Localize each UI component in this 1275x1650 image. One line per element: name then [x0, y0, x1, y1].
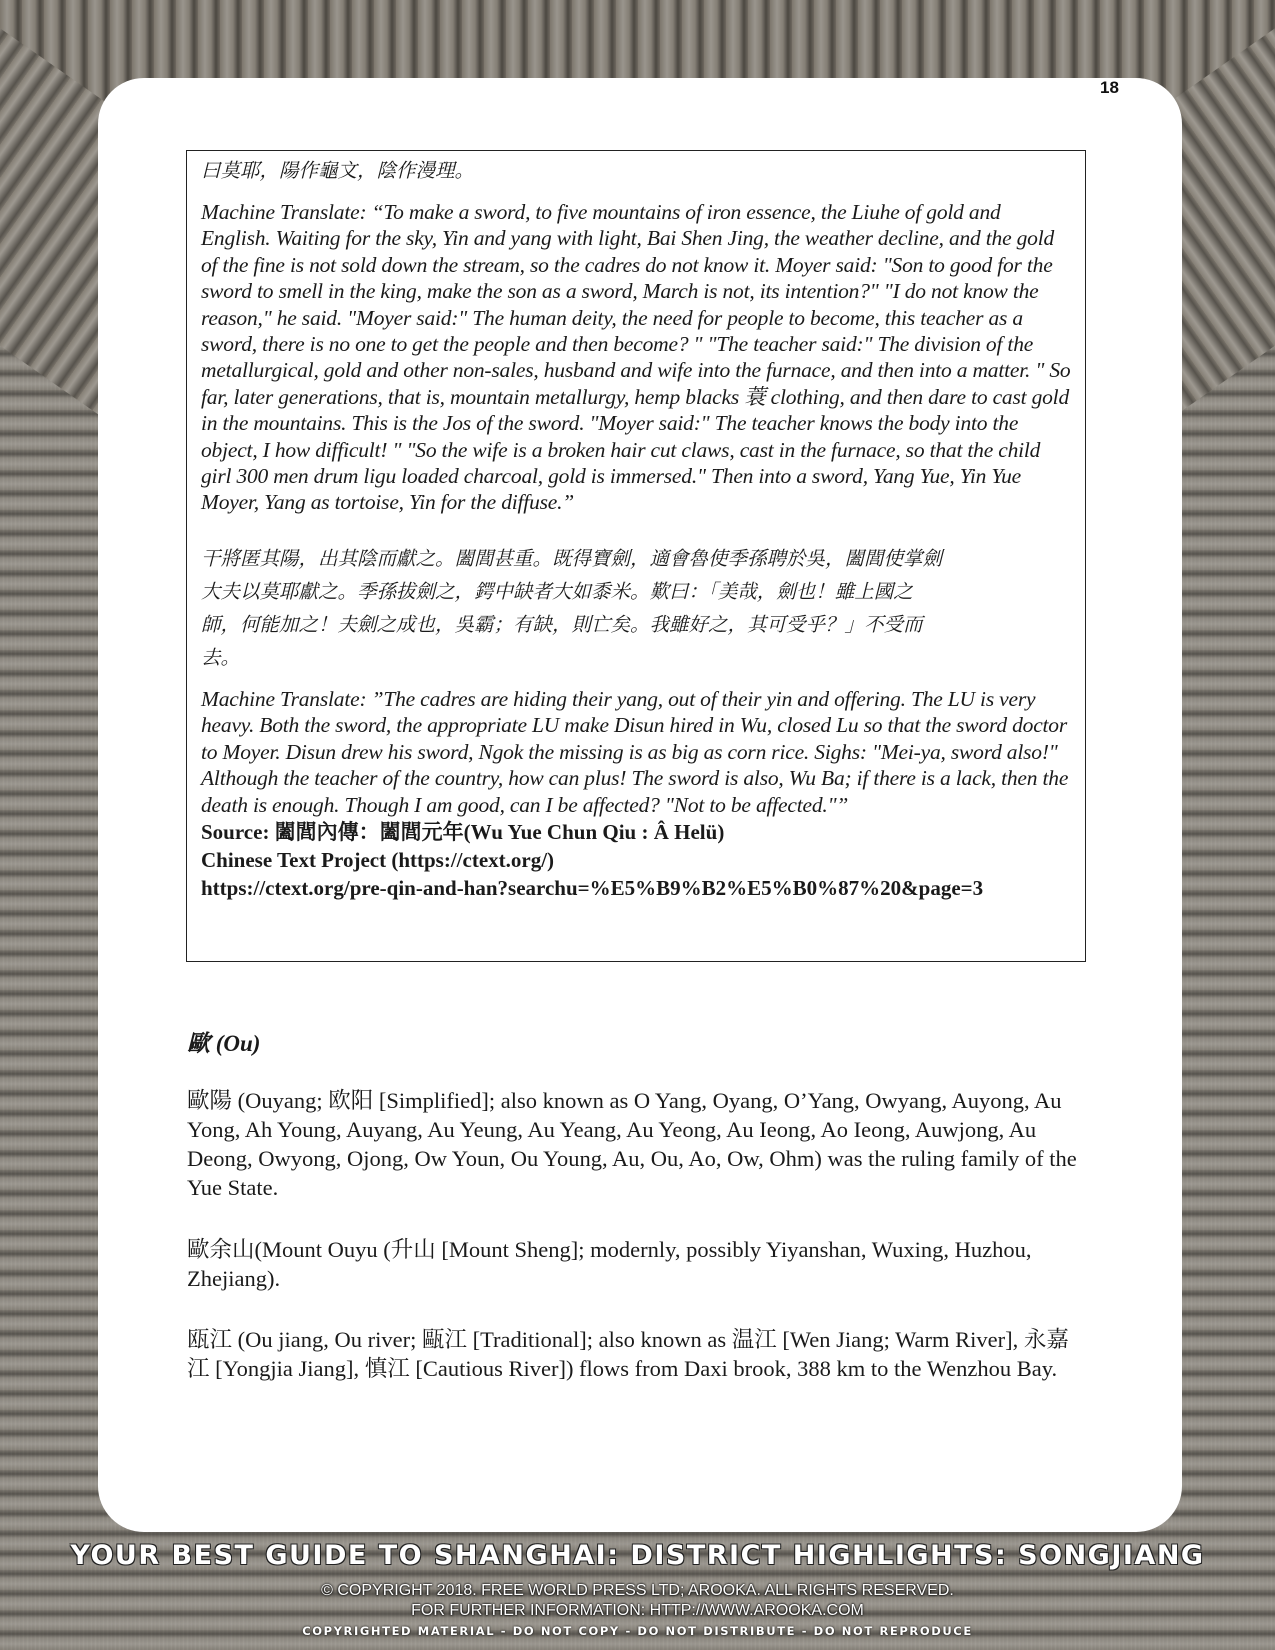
chinese-text-line: 干將匿其陽，出其陰而獻之。闔閭甚重。既得寶劍，適會魯使季孫聘於吳，闔閭使掌劍	[201, 546, 943, 570]
chinese-text-line: 大夫以莫耶獻之。季孫拔劍之，鍔中缺者大如黍米。歎曰：「美哉，劍也！雖上國之	[201, 579, 913, 603]
source-citation: Source: 闔閭內傳：闔閭元年(Wu Yue Chun Qiu : Â Helü)	[201, 819, 725, 844]
info-url-line[interactable]: FOR FURTHER INFORMATION: HTTP://WWW.AROOKA.COM	[411, 1602, 864, 1619]
footer-copyright	[0, 1581, 1275, 1621]
chinese-text-line: 曰莫耶，陽作龜文，陰作漫理。	[201, 159, 475, 182]
body-paragraph: 歐陽 (Ouyang; 欧阳 [Simplified]; also known as O Yang, Oyang, O’Yang, Owyang, Auyong, Au Yong, Ah Young, Auyang, Au Yeung, Au Yeang, Au Yeong, Au Ieong, Ao Ieong, Auwjong, Au Deong, Owyong, Ojong, Ow Youn, Ou Young, Au, Ou, Ao, Ow, Ohm) was the ruling family of the Yue State.	[187, 1088, 1077, 1200]
body-paragraph: 歐余山(Mount Ouyu (升山 [Mount Sheng]; modernly, possibly Yiyanshan, Wuxing, Huzhou, Zhejiang).	[187, 1237, 1032, 1291]
source-project-line[interactable]: Chinese Text Project (https://ctext.org/)	[201, 847, 555, 872]
page-number: 18	[1100, 78, 1119, 97]
copyright-line: © COPYRIGHT 2018. FREE WORLD PRESS LTD; AROOKA. ALL RIGHTS RESERVED.	[321, 1582, 954, 1599]
machine-translation-paragraph: Machine Translate: “To make a sword, to five mountains of iron essence, the Liuhe of gold and English. Waiting for the sky, Yin and yang with light, Bai Shen Jing, the weather decline, and the gold of the fine is not sold down the stream, so the cadres do not know it. Moyer said: "Son to good for the sword to smell in the king, make the son as a sword, March is not, its intention?" "I do not know the reason," he said. "Moyer said:" The human deity, the need for people to become, this teacher as a sword, there is no one to get the people and then become? " "The teacher said:" The division of the metallurgical, gold and other non-sales, husband and wife into the furnace, and then into a matter. " So far, later generations, that is, mountain metallurgy, hemp blacks 蓑 clothing, and then dare to cast gold in the mountains. This is the Jos of the sword. "Moyer said:" The teacher knows the body into the object, I how difficult! " "So the wife is a broken hair cut claws, cast in the furnace, so that the child girl 300 men drum ligu loaded charcoal, gold is immersed." Then into a sword, Yang Yue, Yin Yue Moyer, Yang as tortoise, Yin for the diffuse.”	[201, 200, 1071, 515]
chinese-text-line: 去。	[201, 645, 241, 669]
quotation-box	[186, 150, 1086, 962]
section-heading: 歐 (Ou)	[187, 1031, 261, 1056]
footer-warning: COPYRIGHTED MATERIAL - DO NOT COPY - DO NOT DISTRIBUTE - DO NOT REPRODUCE	[302, 1624, 973, 1638]
source-url-link[interactable]: https://ctext.org/pre-qin-and-han?searchu=%E5%B9%B2%E5%B0%87%20&page=3	[201, 875, 984, 900]
machine-translation-paragraph: Machine Translate: ”The cadres are hiding their yang, out of their yin and offering. The LU is very heavy. Both the sword, the appropriate LU make Disun hired in Wu, closed Lu so that the sword doctor to Moyer. Disun drew his sword, Ngok the missing is as big as corn rice. Sighs: "Mei-ya, sword also!" Although the teacher of the country, how can plus! The sword is also, Wu Ba; if there is a lack, then the death is enough. Though I am good, can I be affected? "Not to be affected."”	[201, 686, 1069, 817]
footer-title: YOUR BEST GUIDE TO SHANGHAI: DISTRICT HIGHLIGHTS: SONGJIANG	[70, 1540, 1205, 1571]
chinese-text-line: 師，何能加之！夫劍之成也，吳霸；有缺，則亡矣。我雖好之，其可受乎？」不受而	[201, 612, 923, 636]
body-paragraph: 瓯江 (Ou jiang, Ou river; 甌江 [Traditional]; also known as 温江 [Wen Jiang; Warm River], 永嘉江 [Yongjia Jiang], 慎江 [Cautious River]) flows from Daxi brook, 388 km to the Wenzhou Bay.	[187, 1327, 1069, 1381]
